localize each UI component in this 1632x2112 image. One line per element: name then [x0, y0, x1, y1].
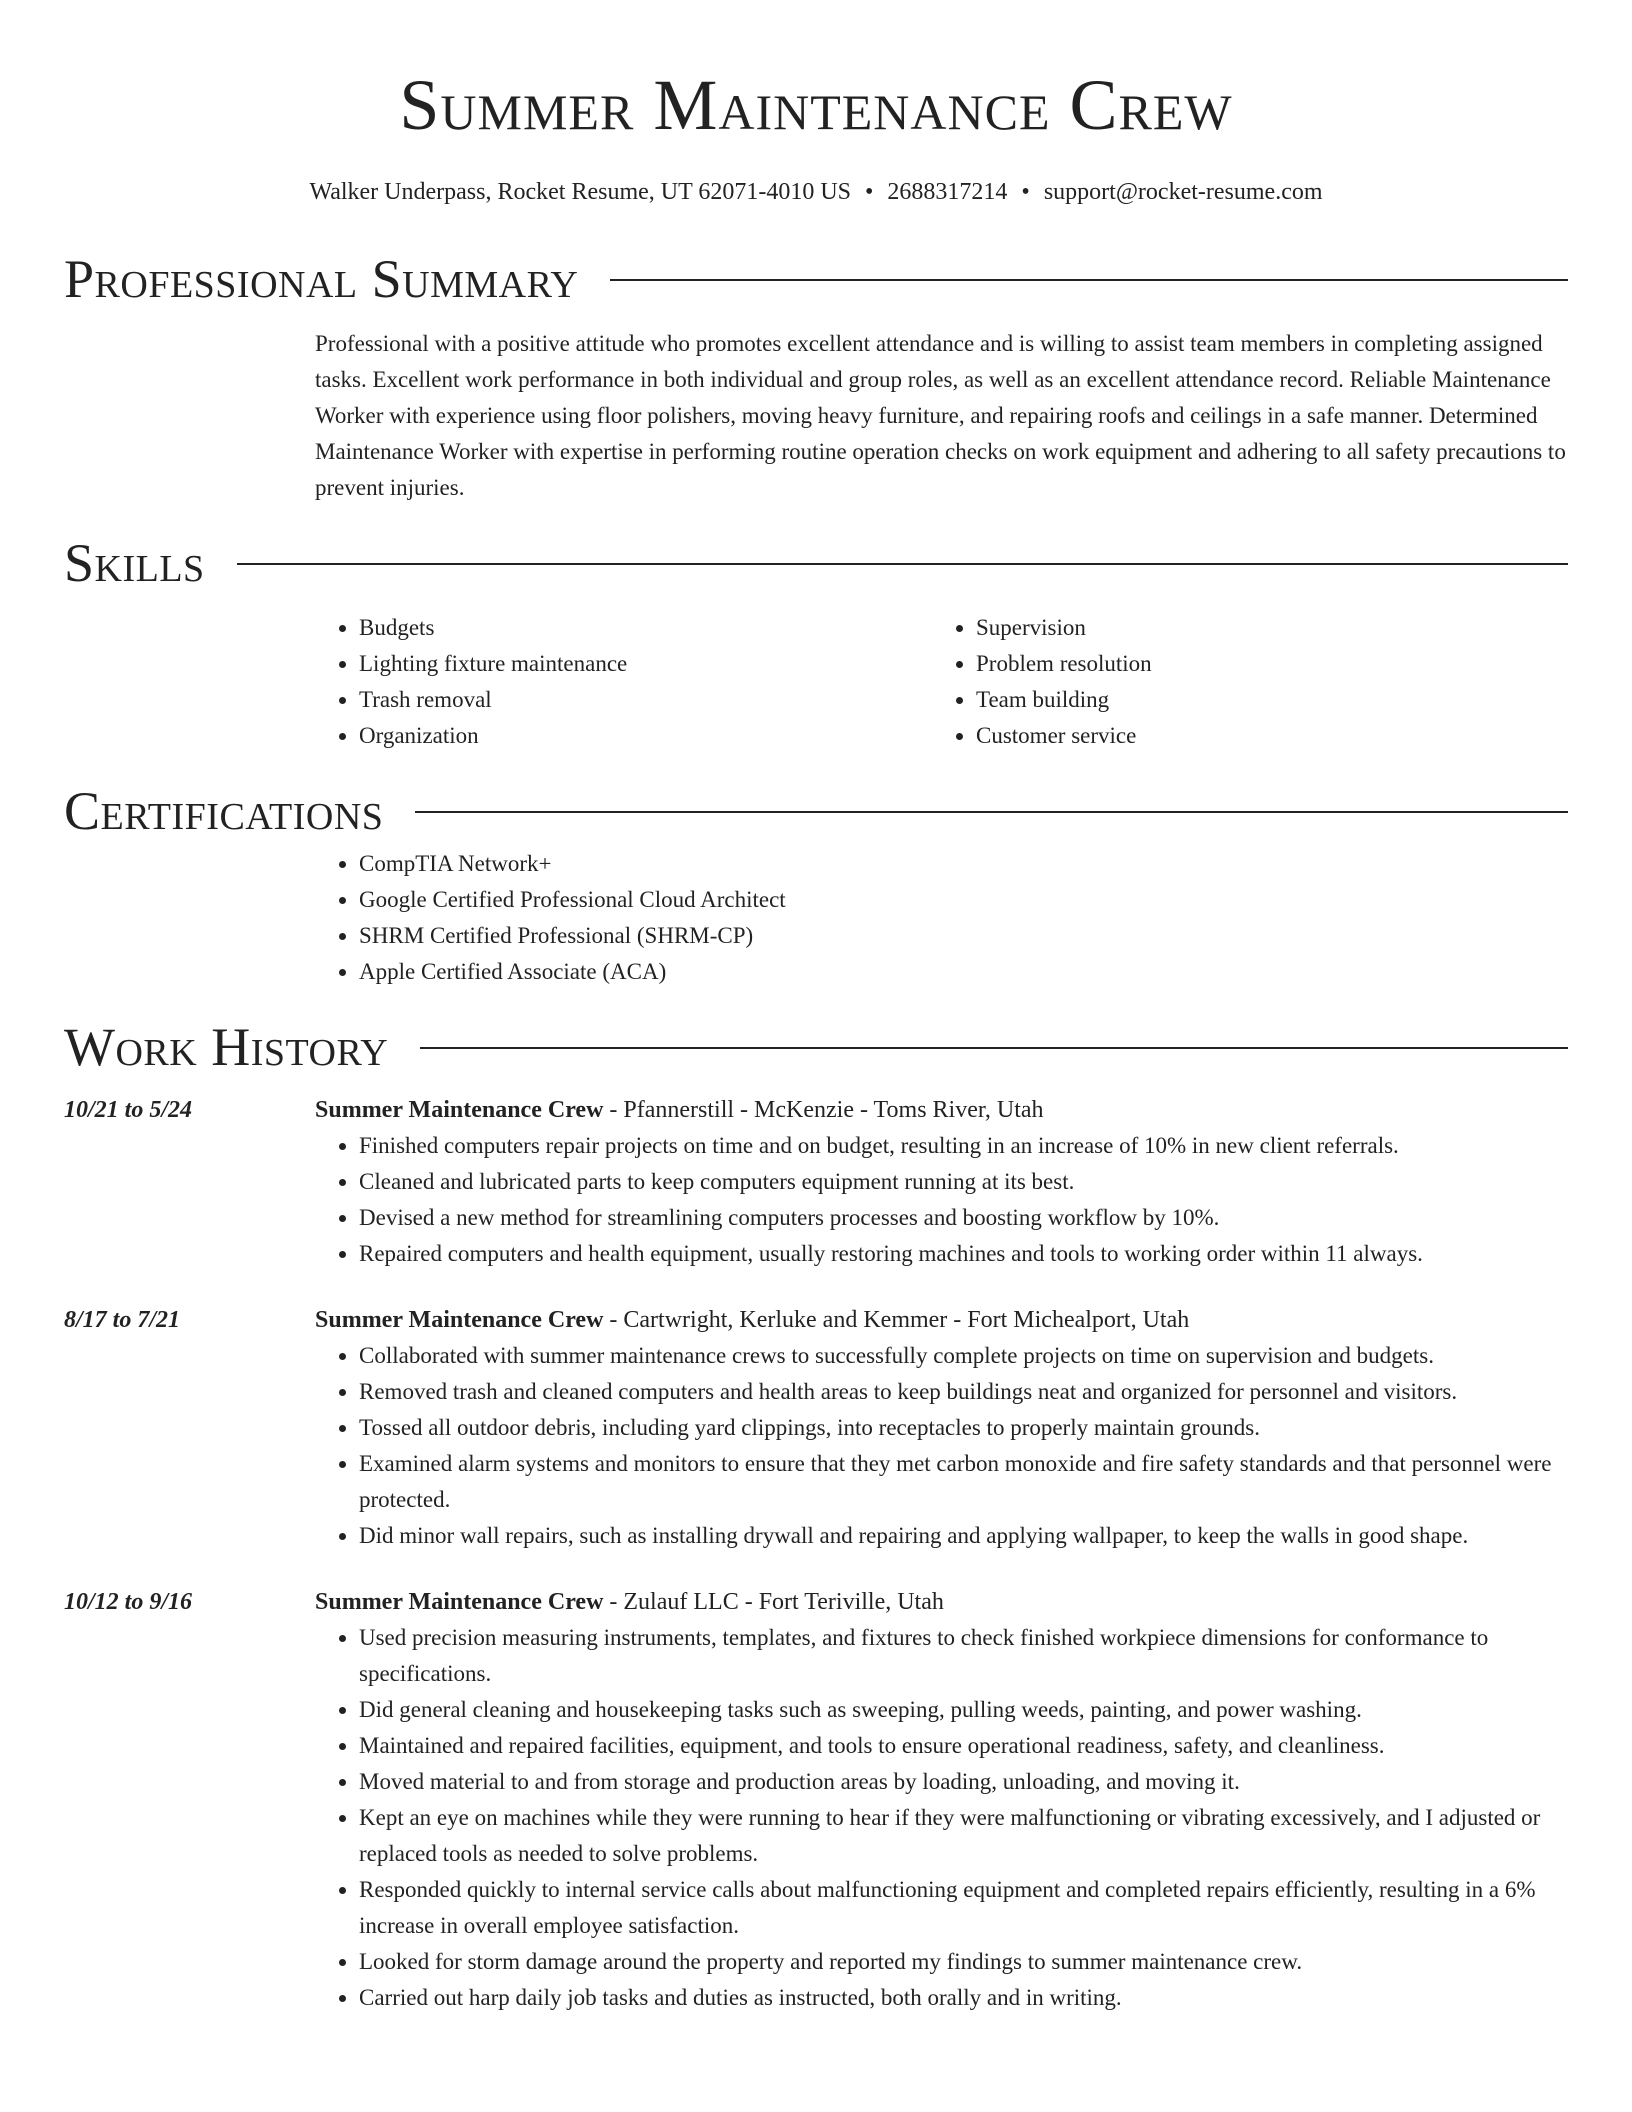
- skills-column-right: [932, 610, 1549, 754]
- summary-section: [64, 244, 1568, 506]
- job-dates: 10/12 to 9/16: [64, 1589, 193, 1615]
- certifications-body: [315, 846, 1568, 990]
- work-history-header: [64, 1012, 1568, 1082]
- job-details: - Pfannerstill - McKenzie - Toms River, Utah: [603, 1097, 1044, 1123]
- contact-separator: •: [1021, 179, 1030, 205]
- skill-item: • Supervision: [976, 610, 1549, 646]
- skill-item: • Team building: [976, 682, 1549, 718]
- job-title: Summer Maintenance Crew: [315, 1589, 604, 1615]
- skill-item: • Organization: [359, 718, 932, 754]
- job-content: [315, 1092, 1568, 1272]
- job-bullet: • Moved material to and from storage and production areas by loading, unloading, and moving it.: [359, 1764, 1568, 1800]
- job-bullet: • Devised a new method for streamlining computers processes and boosting workflow by 10%.: [359, 1200, 1568, 1236]
- skills-column-left: [315, 610, 932, 754]
- job-bullets: [315, 1620, 1568, 2016]
- job-bullet: • Kept an eye on machines while they were running to hear if they were malfunctioning or vibrating excessively, and I adjusted or replaced tools as needed to solve problems.: [359, 1800, 1568, 1872]
- job-bullet: • Repaired computers and health equipment, usually restoring machines and tools to working order within 11 always.: [359, 1236, 1568, 1272]
- skills-body: [315, 610, 1568, 754]
- job-bullet: • Looked for storm damage around the property and reported my findings to summer maintenance crew.: [359, 1944, 1568, 1980]
- certifications-header: [64, 776, 1568, 846]
- skills-title: Skills: [64, 533, 205, 593]
- skill-item: • Customer service: [976, 718, 1549, 754]
- job-dates: 10/21 to 5/24: [64, 1097, 193, 1123]
- summary-body: [315, 326, 1568, 506]
- job-bullet: • Did minor wall repairs, such as installing drywall and repairing and applying wallpaper, to keep the walls in good shape.: [359, 1518, 1568, 1554]
- contact-phone: 2688317214: [887, 179, 1008, 205]
- job-bullet: • Carried out harp daily job tasks and duties as instructed, both orally and in writing.: [359, 1980, 1568, 2016]
- section-divider: [237, 563, 1568, 565]
- contact-address: Walker Underpass, Rocket Resume, UT 62071-4010 US: [309, 179, 852, 205]
- job-entry: [64, 1302, 1568, 1554]
- summary-text: Professional with a positive attitude who promotes excellent attendance and is willing to assist team members in completing assigned tasks. Excellent work performance in both individual and group roles, as well as an excellent attendance record. Reliable Maintenance Worker with experience using floor polishers, moving heavy furniture, and repairing roofs and ceilings in a safe manner. Determined Maintenance Worker with expertise in performing routine operation checks on work equipment and adhering to all safety precautions to prevent injuries.: [315, 331, 1566, 500]
- job-details: - Cartwright, Kerluke and Kemmer - Fort Michealport, Utah: [603, 1307, 1190, 1333]
- job-bullet: • Maintained and repaired facilities, equipment, and tools to ensure operational readiness, safety, and cleanliness.: [359, 1728, 1568, 1764]
- job-bullet: • Tossed all outdoor debris, including yard clippings, into receptacles to properly maintain grounds.: [359, 1410, 1568, 1446]
- job-bullet: • Removed trash and cleaned computers and health areas to keep buildings neat and organized for personnel and visitors.: [359, 1374, 1568, 1410]
- job-bullet: • Did general cleaning and housekeeping tasks such as sweeping, pulling weeds, painting, and power washing.: [359, 1692, 1568, 1728]
- certification-item: • Google Certified Professional Cloud Architect: [359, 882, 1568, 918]
- certifications-section: [64, 776, 1568, 990]
- job-bullet: • Collaborated with summer maintenance crews to successfully complete projects on time on supervision and budgets.: [359, 1338, 1568, 1374]
- job-bullet: • Finished computers repair projects on time and on budget, resulting in an increase of 10% in new client referrals.: [359, 1128, 1568, 1164]
- section-divider: [420, 1047, 1568, 1049]
- skills-list-left: [315, 610, 932, 754]
- contact-email: support@rocket-resume.com: [1043, 179, 1323, 205]
- summary-title: Professional Summary: [64, 249, 579, 309]
- section-divider: [610, 279, 1568, 281]
- skill-item: • Trash removal: [359, 682, 932, 718]
- job-heading: [315, 1092, 1568, 1128]
- job-bullet: • Examined alarm systems and monitors to ensure that they met carbon monoxide and fire safety standards and that personnel were protected.: [359, 1446, 1568, 1518]
- certification-item: • SHRM Certified Professional (SHRM-CP): [359, 918, 1568, 954]
- job-heading: [315, 1302, 1568, 1338]
- skills-header: [64, 528, 1568, 598]
- job-heading: [315, 1584, 1568, 1620]
- work-history-section: [64, 1012, 1568, 2016]
- skill-item: • Problem resolution: [976, 646, 1549, 682]
- contact-separator: •: [865, 179, 874, 205]
- work-history-title: Work History: [64, 1017, 389, 1077]
- skills-section: [64, 528, 1568, 754]
- candidate-name: Summer Maintenance Crew: [399, 65, 1233, 145]
- job-content: [315, 1584, 1568, 2016]
- contact-line: [64, 176, 1568, 208]
- job-bullet: • Responded quickly to internal service calls about malfunctioning equipment and completed repairs efficiently, resulting in a 6% increase in overall employee satisfaction.: [359, 1872, 1568, 1944]
- skill-item: • Lighting fixture maintenance: [359, 646, 932, 682]
- job-entry: [64, 1092, 1568, 1272]
- skill-item: • Budgets: [359, 610, 932, 646]
- skills-list-right: [932, 610, 1549, 754]
- summary-header: [64, 244, 1568, 314]
- job-bullet: • Cleaned and lubricated parts to keep computers equipment running at its best.: [359, 1164, 1568, 1200]
- job-title: Summer Maintenance Crew: [315, 1307, 604, 1333]
- job-bullet: • Used precision measuring instruments, templates, and fixtures to check finished workpiece dimensions for conformance to specifications.: [359, 1620, 1568, 1692]
- section-divider: [415, 811, 1568, 813]
- certification-item: • Apple Certified Associate (ACA): [359, 954, 1568, 990]
- job-bullets: [315, 1128, 1568, 1272]
- certifications-list: [315, 846, 1568, 990]
- certification-item: • CompTIA Network+: [359, 846, 1568, 882]
- job-dates: 8/17 to 7/21: [64, 1307, 181, 1333]
- job-entry: [64, 1584, 1568, 2016]
- certifications-title: Certifications: [64, 781, 384, 841]
- job-content: [315, 1302, 1568, 1554]
- job-details: - Zulauf LLC - Fort Teriville, Utah: [603, 1589, 944, 1615]
- job-bullets: [315, 1338, 1568, 1554]
- skills-grid: [315, 610, 1568, 754]
- job-title: Summer Maintenance Crew: [315, 1097, 604, 1123]
